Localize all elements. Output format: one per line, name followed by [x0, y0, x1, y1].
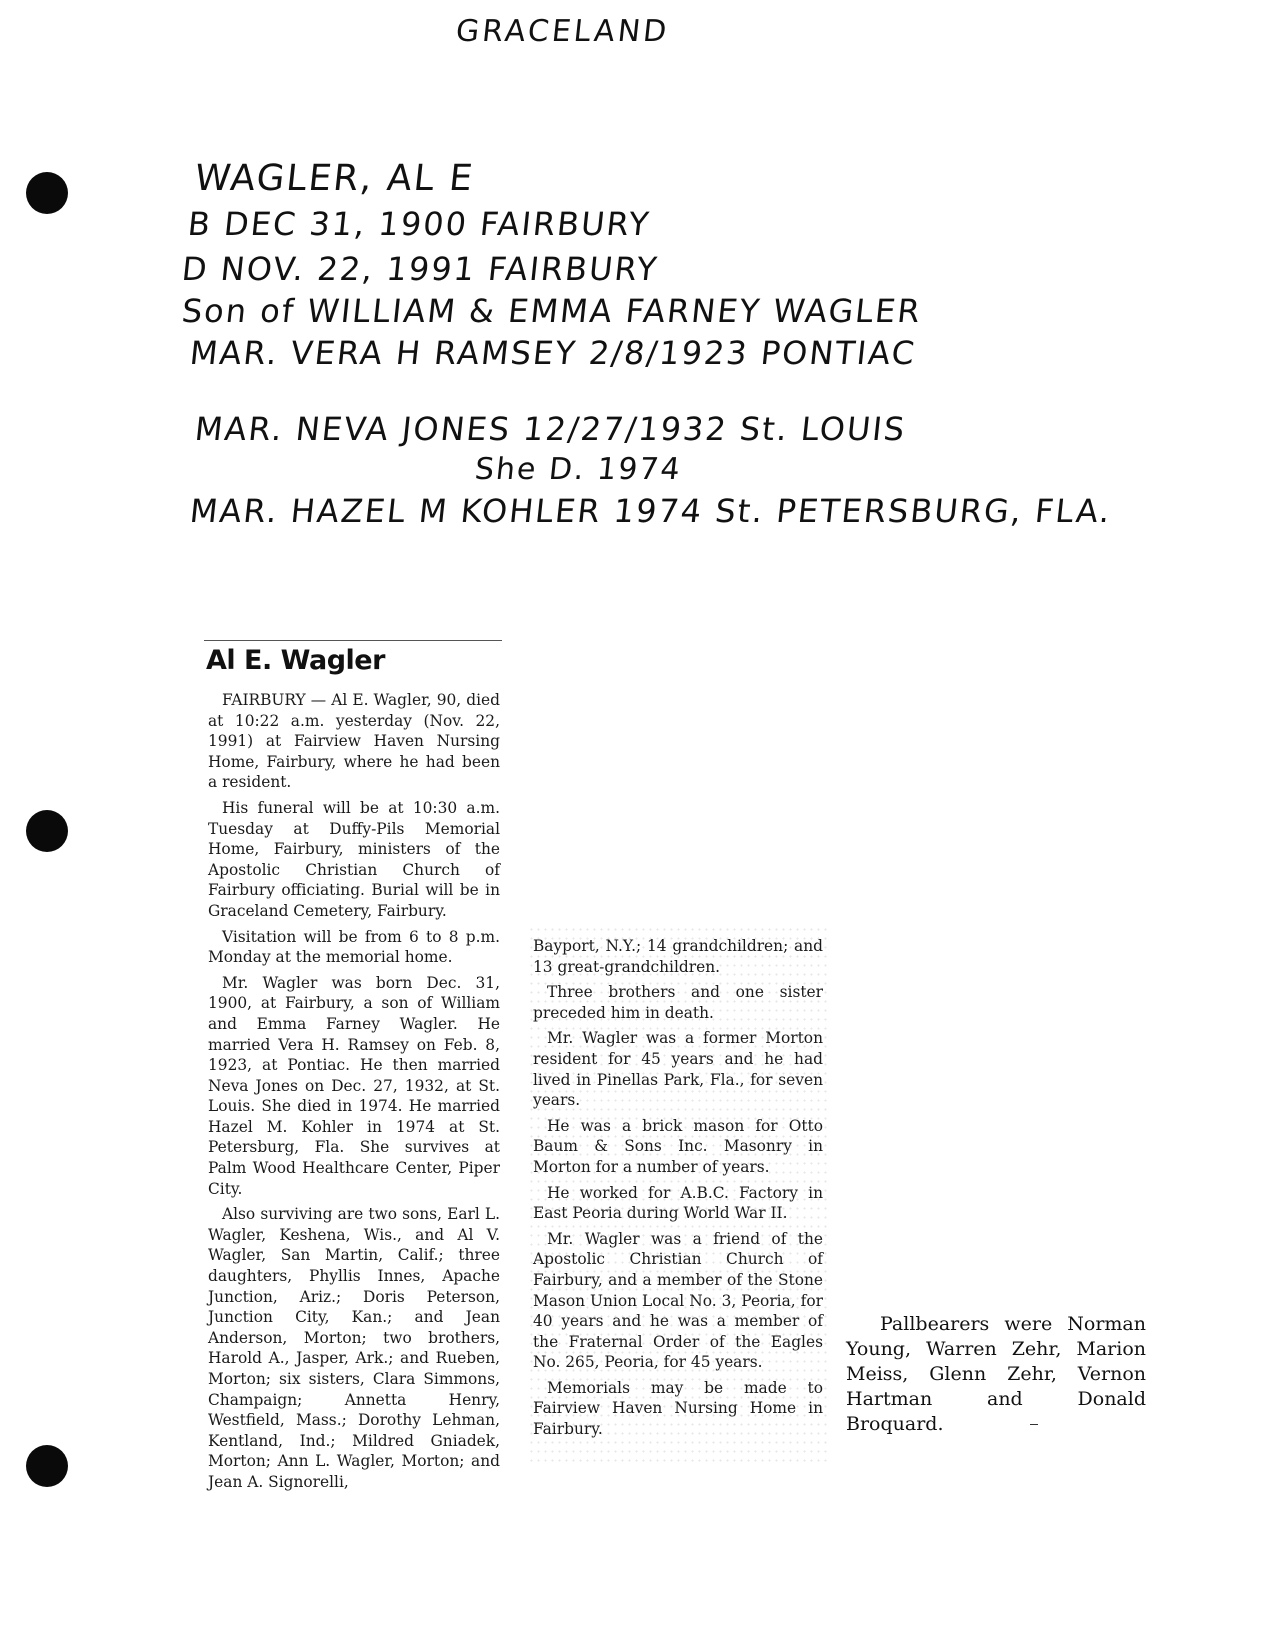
- obituary-paragraph: Three brothers and one sister preceded him in death.: [533, 983, 823, 1022]
- handwritten-death: D NOV. 22, 1991 FAIRBURY: [180, 250, 661, 288]
- stray-mark: [1030, 1424, 1038, 1425]
- obituary-column-1: [208, 690, 500, 1498]
- obituary-paragraph: He worked for A.B.C. Factory in East Peoria during World War II.: [533, 1183, 823, 1223]
- handwritten-marriage-3: MAR. HAZEL M KOHLER 1974 St. PETERSBURG, FLA.: [188, 492, 1114, 530]
- binder-punch-hole: [26, 1445, 68, 1487]
- obituary-paragraph: He was a brick mason for Otto Baum & Sons Inc. Masonry in Morton for a number of years.: [533, 1116, 823, 1176]
- binder-punch-hole: [26, 810, 68, 852]
- pallbearers-clipping: Pallbearers were Norman Young, Warren Zehr, Marion Meiss, Glenn Zehr, Vernon Hartman and Donald Broquard.: [846, 1313, 1146, 1435]
- handwritten-spouse-death: She D. 1974: [473, 452, 684, 487]
- obituary-column-2: [533, 936, 823, 1445]
- binder-punch-hole: [26, 172, 68, 214]
- obituary-paragraph: Visitation will be from 6 to 8 p.m. Monday at the memorial home.: [208, 927, 500, 967]
- handwritten-name: WAGLER, AL E: [192, 158, 477, 199]
- handwritten-parents: Son of WILLIAM & EMMA FARNEY WAGLER: [180, 292, 924, 330]
- obituary-paragraph: Mr. Wagler was born Dec. 31, 1900, at Fairbury, a son of William and Emma Farney Wagler. He married Vera H. Ramsey on Feb. 8, 1923, at Pontiac. He then married Neva Jones on Dec. 27, 1932, at St. Louis. She died in 1974. He married Hazel M. Kohler in 1974 at St. Petersburg, Fla. She survives at Palm Wood Healthcare Center, Piper City.: [208, 973, 500, 1198]
- obituary-headline: Al E. Wagler: [206, 645, 385, 676]
- handwritten-marriage-2: MAR. NEVA JONES 12/27/1932 St. LOUIS: [193, 410, 909, 448]
- handwritten-birth: B DEC 31, 1900 FAIRBURY: [186, 205, 653, 243]
- obituary-paragraph: Also surviving are two sons, Earl L. Wagler, Keshena, Wis., and Al V. Wagler, San Martin, Calif.; three daughters, Phyllis Innes, Apache Junction, Ariz.; Doris Peterson, Junction City, Kan.; and Jean Anderson, Morton; two brothers, Harold A., Jasper, Ark.; and Rueben, Morton; six sisters, Clara Simmons, Champaign; Annetta Henry, Westfield, Mass.; Dorothy Lehman, Kentland, Ind.; Mildred Gniadek, Morton; Ann L. Wagler, Morton; and Jean A. Signorelli,: [208, 1205, 500, 1491]
- obituary-paragraph: Mr. Wagler was a friend of the Apostolic Christian Church of Fairbury, and a member of the Stone Mason Union Local No. 3, Peoria, for 40 years and he was a member of the Fraternal Order of the Eagles No. 265, Peoria, for 45 years.: [533, 1229, 823, 1372]
- handwritten-cemetery-name: GRACELAND: [454, 14, 672, 49]
- obituary-paragraph: FAIRBURY — Al E. Wagler, 90, died at 10:22 a.m. yesterday (Nov. 22, 1991) at Fairview Haven Nursing Home, Fairbury, where he had been a resident.: [208, 691, 500, 792]
- obituary-paragraph: His funeral will be at 10:30 a.m. Tuesday at Duffy-Pils Memorial Home, Fairbury, ministers of the Apostolic Christian Church of Fairbury officiating. Burial will be in Graceland Cemetery, Fairbury.: [208, 798, 500, 920]
- obituary-paragraph: Memorials may be made to Fairview Haven Nursing Home in Fairbury.: [533, 1378, 823, 1439]
- clipping-top-rule: [204, 640, 502, 641]
- handwritten-marriage-1: MAR. VERA H RAMSEY 2/8/1923 PONTIAC: [188, 334, 918, 372]
- obituary-paragraph: Mr. Wagler was a former Morton resident for 45 years and he had lived in Pinellas Park, Fla., for seven years.: [533, 1029, 823, 1110]
- obituary-paragraph: Bayport, N.Y.; 14 grandchildren; and 13 great-grandchildren.: [533, 937, 823, 976]
